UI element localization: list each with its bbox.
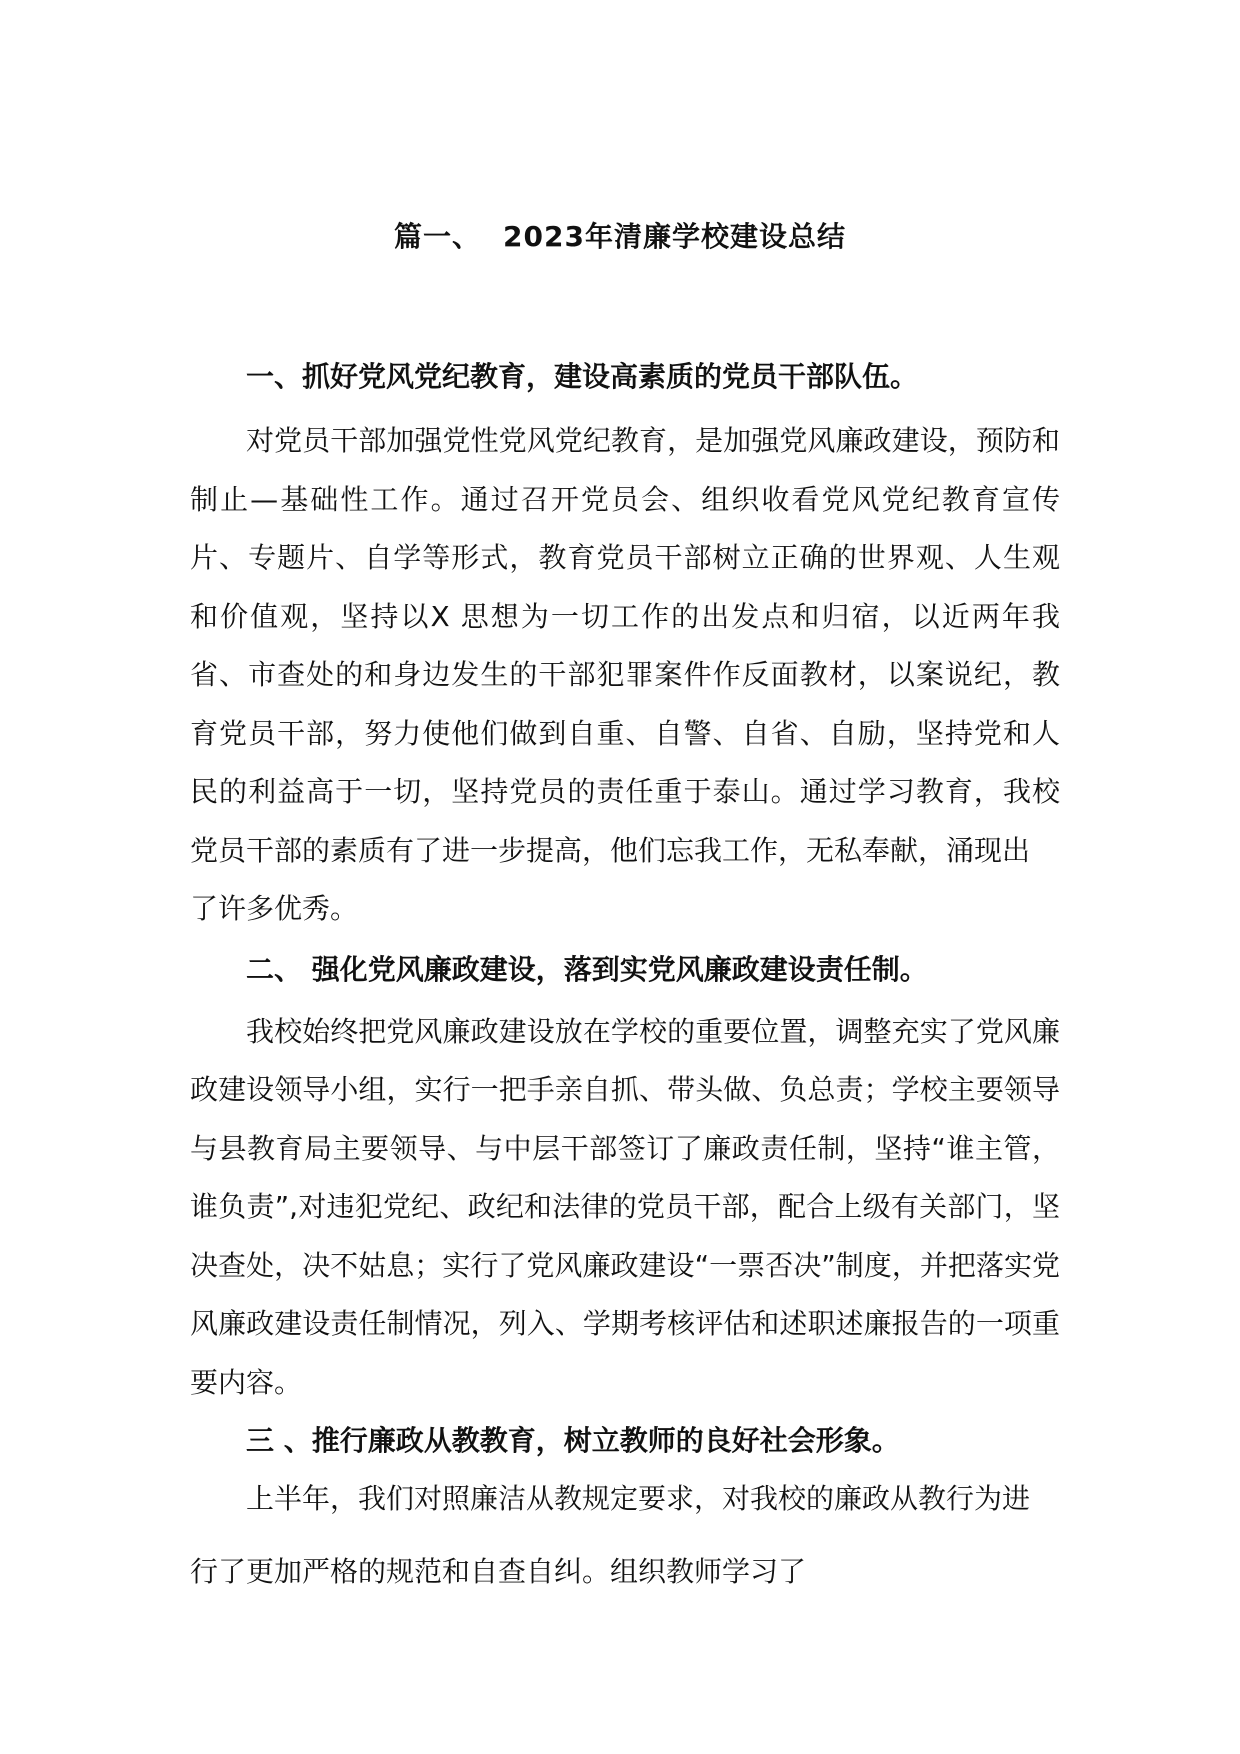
section-paragraph-1-tail: 了许多优秀。: [190, 892, 359, 925]
title-prefix: 篇一、: [394, 220, 482, 253]
title-main: 2023年清廉学校建设总结: [503, 220, 846, 253]
section-heading-1: 一、抓好党风党纪教育，建设高素质的党员干部队伍。: [246, 360, 919, 393]
section-heading-3: 三 、推行廉政从教教育，树立教师的良好社会形象。: [246, 1424, 900, 1457]
document-title: [0, 215, 1240, 255]
section-paragraph-3: [190, 1470, 1060, 1601]
section-paragraph-3-last-line: 行了更加严格的规范和自查自纠。组织教师学习了: [190, 1554, 807, 1588]
section-paragraph-1-text: 对党员干部加强党性党风党纪教育，是加强党风廉政建设，预防和制止—基础性工作。通过召开党员会、组织收看党风党纪教育宣传 片、专题片、自学等形式，教育党员干部树立正确的世界观、人生观 和价值观，坚持以X 思想为一切工作的出发点和归宿，以近两年我 省、市查处的和身边发生的干部犯罪案件作反面教材，以案说纪，教 育党员干部，努力使他们做到自重、自警、自省、自励，坚持党和人 民的利益高于一切，坚持党员的责任重于泰山。通过学习教育，我校 党员干部的素质有了进一步提高，他们忘我工作，无私奉献，涌现出: [190, 424, 1060, 867]
section-paragraph-2: 我校始终把党风廉政建设放在学校的重要位置，调整充实了党风廉政建设领导小组，实行一把手亲自抓、带头做、负总责；学校主要领导与县教育局主要领导、与中层干部签订了廉政责任制，坚持“谁主管，谁负责”,对违犯党纪、政纪和法律的党员干部，配合上级有关部门，坚决查处，决不姑息；实行了党风廉政建设“一票否决”制度，并把落实党风廉政建设责任制情况，列入、学期考核评估和述职述廉报告的一项重要内容。: [190, 1014, 1060, 1399]
section-heading-2: 二、 强化党风廉政建设，落到实党风廉政建设责任制。: [246, 952, 928, 986]
section-paragraph-3-text: 上半年，我们对照廉洁从教规定要求，对我校的廉政从教行为进: [246, 1482, 1031, 1515]
document-body: [190, 348, 1060, 1601]
section-paragraph-1: [190, 412, 1060, 880]
